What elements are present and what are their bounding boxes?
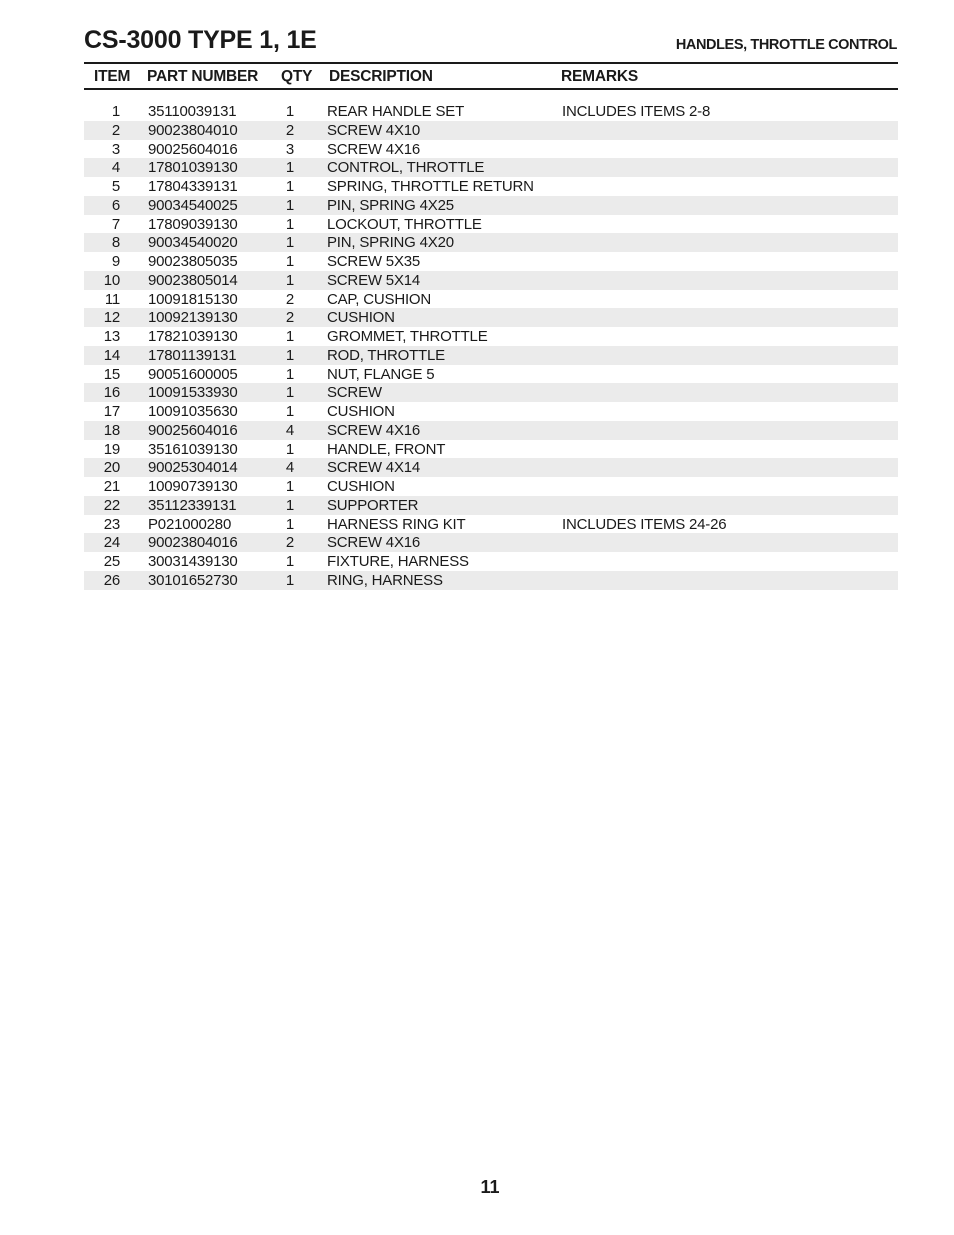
cell-qty: 1	[285, 571, 295, 589]
cell-item: 7	[111, 215, 120, 233]
table-row	[84, 308, 898, 327]
cell-part-number: 30031439130	[148, 553, 238, 570]
column-header-item: ITEM	[94, 68, 131, 85]
cell-qty: 3	[285, 140, 295, 158]
table-header-row	[84, 66, 898, 88]
cell-qty: 1	[285, 159, 295, 177]
cell-item: 1	[111, 103, 120, 120]
cell-part-number: 90051600005	[148, 365, 238, 383]
cell-qty: 2	[285, 534, 295, 552]
table-row	[84, 383, 898, 402]
cell-item: 8	[111, 234, 120, 252]
table-row	[84, 102, 898, 121]
cell-qty: 2	[285, 309, 295, 327]
cell-part-number: 10091815130	[148, 290, 238, 308]
cell-qty: 4	[285, 421, 295, 439]
cell-part-number: 90023805035	[148, 253, 238, 270]
cell-part-number: 90025604016	[148, 421, 238, 439]
cell-qty: 1	[285, 178, 295, 195]
cell-part-number: 10092139130	[148, 309, 238, 327]
cell-description: SCREW	[327, 384, 382, 402]
cell-description: SUPPORTER	[327, 496, 419, 514]
cell-part-number: 90023805014	[148, 271, 238, 289]
cell-qty: 1	[285, 384, 295, 402]
cell-item: 17	[103, 403, 120, 420]
table-row	[84, 571, 898, 590]
cell-part-number: 90025604016	[148, 140, 238, 158]
cell-qty: 1	[285, 365, 295, 383]
cell-item: 6	[111, 196, 120, 214]
table-row	[84, 140, 898, 159]
column-header-remarks: REMARKS	[561, 68, 638, 85]
cell-item: 5	[111, 178, 120, 195]
cell-part-number: 35161039130	[148, 440, 238, 458]
table-header-rule	[84, 88, 898, 90]
table-row	[84, 290, 898, 309]
cell-qty: 1	[285, 328, 295, 345]
table-row	[84, 552, 898, 571]
cell-description: NUT, FLANGE 5	[327, 365, 435, 383]
cell-qty: 1	[285, 253, 295, 270]
cell-qty: 1	[285, 215, 295, 233]
table-row	[84, 327, 898, 346]
cell-part-number: 17801039130	[148, 159, 238, 177]
table-row	[84, 421, 898, 440]
table-row	[84, 515, 898, 534]
cell-part-number: 10091035630	[148, 403, 238, 420]
cell-qty: 1	[285, 496, 295, 514]
cell-part-number: 90034540020	[148, 234, 238, 252]
table-row	[84, 121, 898, 140]
table-row	[84, 496, 898, 515]
cell-description: LOCKOUT, THROTTLE	[327, 215, 482, 233]
cell-description: FIXTURE, HARNESS	[327, 553, 469, 570]
cell-part-number: 17809039130	[148, 215, 238, 233]
cell-qty: 1	[285, 346, 295, 364]
cell-remarks: INCLUDES ITEMS 24-26	[562, 515, 727, 533]
cell-description: CUSHION	[327, 403, 395, 420]
cell-description: GROMMET, THROTTLE	[327, 328, 488, 345]
cell-description: CUSHION	[327, 478, 395, 495]
cell-description: CAP, CUSHION	[327, 290, 432, 308]
cell-description: SCREW 4X16	[327, 534, 421, 552]
cell-part-number: 17801139131	[148, 346, 237, 364]
cell-item: 11	[104, 290, 120, 308]
cell-qty: 1	[285, 234, 295, 252]
cell-part-number: 17804339131	[148, 178, 238, 195]
cell-part-number: 30101652730	[148, 571, 238, 589]
table-row	[84, 215, 898, 234]
cell-item: 13	[103, 328, 120, 345]
section-title: HANDLES, THROTTLE CONTROL	[675, 37, 897, 53]
table-row	[84, 177, 898, 196]
table-row	[84, 346, 898, 365]
cell-description: HANDLE, FRONT	[327, 440, 446, 458]
cell-description: ROD, THROTTLE	[327, 346, 445, 364]
cell-part-number: 10091533930	[148, 384, 238, 402]
cell-description: SCREW 4X10	[327, 121, 421, 139]
cell-item: 23	[103, 515, 120, 533]
table-row	[84, 440, 898, 459]
cell-item: 14	[103, 346, 120, 364]
cell-item: 26	[103, 571, 120, 589]
cell-item: 21	[103, 478, 120, 495]
cell-qty: 4	[285, 459, 295, 477]
cell-part-number: 90023804016	[148, 534, 238, 552]
cell-item: 10	[103, 271, 120, 289]
table-row	[84, 271, 898, 290]
cell-qty: 1	[285, 103, 295, 120]
table-row	[84, 458, 898, 477]
cell-part-number: 35110039131	[148, 103, 237, 120]
cell-item: 9	[111, 253, 120, 270]
cell-description: CONTROL, THROTTLE	[327, 159, 485, 177]
cell-item: 2	[111, 121, 120, 139]
cell-qty: 1	[285, 515, 295, 533]
table-row	[84, 533, 898, 552]
table-row	[84, 402, 898, 421]
page-number: 11	[480, 1177, 500, 1197]
cell-remarks: INCLUDES ITEMS 2-8	[562, 103, 711, 120]
cell-description: PIN, SPRING 4X25	[327, 196, 454, 214]
cell-description: PIN, SPRING 4X20	[327, 234, 454, 252]
column-header-part-number: PART NUMBER	[147, 68, 259, 85]
cell-qty: 1	[285, 196, 295, 214]
cell-description: CUSHION	[327, 309, 395, 327]
cell-part-number: 90025304014	[148, 459, 238, 477]
cell-item: 15	[103, 365, 120, 383]
cell-item: 20	[103, 459, 120, 477]
cell-part-number: 90023804010	[148, 121, 238, 139]
cell-qty: 1	[285, 478, 295, 495]
table-top-rule	[84, 62, 898, 64]
cell-qty: 2	[285, 121, 295, 139]
column-header-description: DESCRIPTION	[329, 68, 433, 85]
cell-qty: 1	[285, 403, 295, 420]
table-row	[84, 477, 898, 496]
table-row	[84, 196, 898, 215]
cell-item: 22	[103, 496, 120, 514]
column-header-qty: QTY	[281, 68, 313, 85]
cell-description: SCREW 4X16	[327, 421, 421, 439]
cell-description: SCREW 4X16	[327, 140, 421, 158]
page-title: CS-3000 TYPE 1, 1E	[84, 26, 317, 54]
table-row	[84, 158, 898, 177]
cell-item: 18	[103, 421, 120, 439]
cell-part-number: 90034540025	[148, 196, 238, 214]
cell-item: 3	[111, 140, 120, 158]
cell-qty: 2	[285, 290, 295, 308]
cell-qty: 1	[285, 271, 295, 289]
cell-item: 16	[103, 384, 120, 402]
cell-description: SCREW 5X14	[327, 271, 421, 289]
cell-qty: 1	[285, 553, 295, 570]
cell-description: REAR HANDLE SET	[327, 103, 465, 120]
cell-description: SPRING, THROTTLE RETURN	[327, 178, 534, 195]
cell-item: 12	[103, 309, 120, 327]
cell-part-number: 17821039130	[148, 328, 238, 345]
cell-item: 24	[103, 534, 120, 552]
parts-table-body	[84, 102, 898, 590]
cell-item: 25	[103, 553, 120, 570]
cell-part-number: P021000280	[148, 515, 232, 533]
cell-description: RING, HARNESS	[327, 571, 443, 589]
cell-item: 4	[111, 159, 120, 177]
cell-part-number: 10090739130	[148, 478, 238, 495]
cell-description: HARNESS RING KIT	[327, 515, 466, 533]
cell-description: SCREW 4X14	[327, 459, 421, 477]
cell-description: SCREW 5X35	[327, 253, 421, 270]
cell-part-number: 35112339131	[148, 496, 237, 514]
table-row	[84, 252, 898, 271]
cell-qty: 1	[285, 440, 295, 458]
table-row	[84, 233, 898, 252]
cell-item: 19	[103, 440, 120, 458]
table-row	[84, 365, 898, 384]
